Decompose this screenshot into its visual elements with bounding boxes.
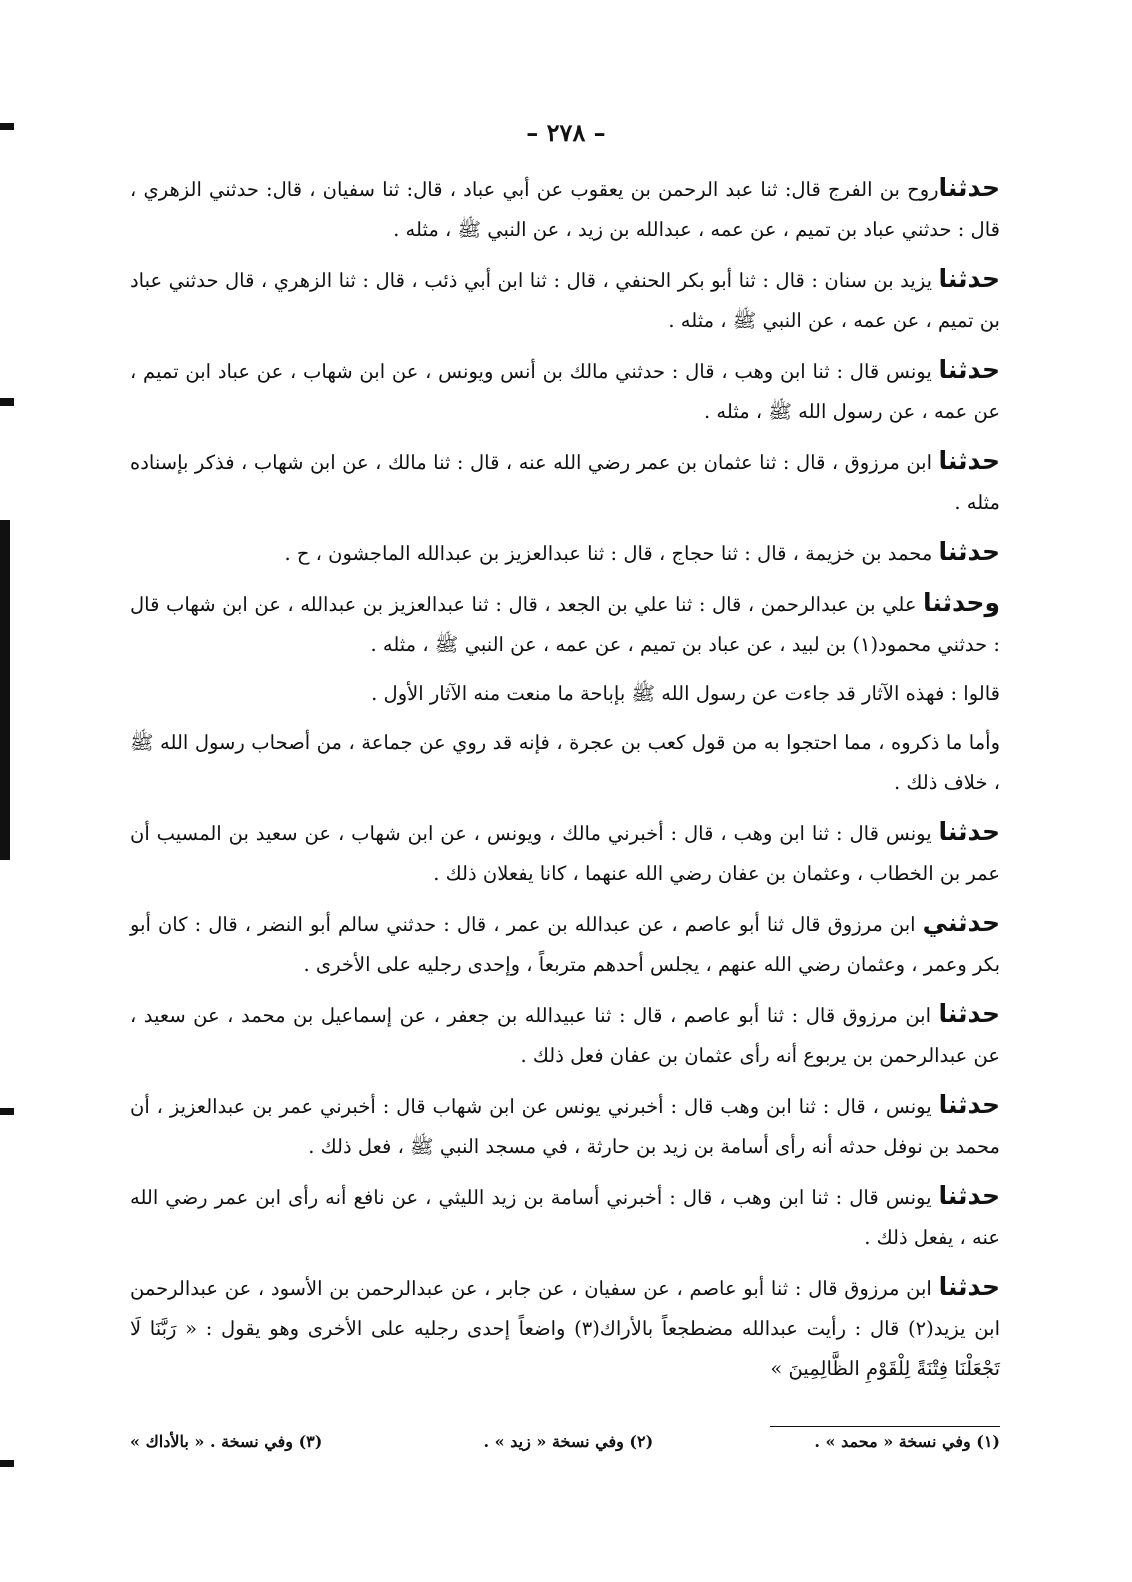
paragraph-text: قالوا : فهذه الآثار قد جاءت عن رسول الله ﷺ بإباحة ما منعت منه الآثار الأول . bbox=[371, 682, 1000, 705]
paragraph-text: يونس ، قال : ثنا ابن وهب قال : أخبرني يونس عن ابن شهاب قال : أخبرني عمر بن عبدالعزيز ، أن محمد بن نوفل حدثه أنه رأى أسامة بن زيد بن حارثة ، في مسجد النبي ﷺ ، فعل ذلك . bbox=[130, 1095, 1000, 1158]
hadith-paragraph bbox=[130, 168, 1000, 250]
narration-lead: حدثنا bbox=[938, 1090, 1001, 1119]
commentary-paragraph bbox=[130, 723, 1000, 803]
narration-lead: حدثنا bbox=[938, 1272, 1001, 1301]
hadith-paragraph bbox=[130, 994, 1000, 1076]
narration-lead: حدثنا bbox=[938, 537, 1000, 566]
paragraph-text: يونس قال : ثنا ابن وهب ، قال : حدثني مالك بن أنس ويونس ، عن ابن شهاب ، عن عباد ابن تميم ، عن عمه ، عن رسول الله ﷺ ، مثله . bbox=[130, 360, 1000, 423]
hadith-paragraph bbox=[130, 350, 1000, 432]
page-body bbox=[130, 168, 1000, 1398]
paragraph-text: ابن مرزوق قال : ثنا أبو عاصم ، قال : ثنا عبيدالله بن جعفر ، عن إسماعيل بن محمد ، عن سعيد ، عن عبدالرحمن بن يربوع أنه رأى عثمان بن عفان فعل ذلك . bbox=[130, 1004, 1000, 1067]
paragraph-text: يونس قال : ثنا ابن وهب ، قال : أخبرني مالك ، ويونس ، عن ابن شهاب ، عن سعيد بن المسيب أن عمر بن الخطاب ، وعثمان بن عفان رضي الله عنهما ، كانا يفعلان ذلك . bbox=[130, 822, 1000, 885]
scan-edge-mark bbox=[0, 520, 10, 860]
narration-lead: حدثنا bbox=[938, 1181, 1000, 1210]
footnote-divider bbox=[770, 1426, 1000, 1427]
narration-lead: حدثنا bbox=[938, 173, 1000, 202]
scan-edge-mark bbox=[0, 1460, 14, 1467]
narration-lead: حدثنا bbox=[938, 264, 1000, 293]
footnote-2: (٢) وفي نسخة « زيد » . bbox=[483, 1432, 654, 1451]
hadith-paragraph bbox=[130, 1085, 1000, 1167]
paragraph-text: يزيد بن سنان : قال : ثنا أبو بكر الحنفي ، قال : ثنا ابن أبي ذئب ، قال : ثنا الزهري ، قال حدثني عباد بن تميم ، عن عمه ، عن النبي ﷺ ، مثله . bbox=[130, 269, 1000, 332]
hadith-paragraph bbox=[130, 259, 1000, 341]
footnote-3: (٣) وفي نسخة . « بالأداك » bbox=[130, 1432, 323, 1451]
paragraph-text: يونس قال : ثنا ابن وهب ، قال : أخبرني أسامة بن زيد الليثي ، عن نافع أنه رأى ابن عمر رضي الله عنه ، يفعل ذلك . bbox=[130, 1186, 1000, 1249]
hadith-paragraph bbox=[130, 441, 1000, 523]
hadith-paragraph bbox=[130, 1267, 1000, 1389]
narration-lead: وحدثنا bbox=[923, 588, 1000, 617]
hadith-paragraph bbox=[130, 532, 1000, 574]
narration-lead: حدثنا bbox=[938, 817, 1000, 846]
commentary-paragraph bbox=[130, 674, 1000, 714]
paragraph-text: ابن مرزوق قال : ثنا أبو عاصم ، عن سفيان ، عن جابر ، عن عبدالرحمن بن الأسود ، عن عبدالرحمن ابن يزيد(٢) قال : رأيت عبدالله مضطجعاً بالأراك(٣) واضعاً إحدى رجليه على الأخرى وهو يقول : « رَبَّنَا لَا تَجْعَلْنَا فِتْنَةً لِلْقَوْمِ الظَّالِمِينَ » bbox=[130, 1277, 1000, 1380]
hadith-paragraph bbox=[130, 903, 1000, 985]
hadith-paragraph bbox=[130, 1176, 1000, 1258]
hadith-paragraph bbox=[130, 812, 1000, 894]
hadith-paragraph bbox=[130, 583, 1000, 665]
narration-lead: حدثنا bbox=[938, 446, 1000, 475]
narration-lead: حدثنا bbox=[938, 355, 1000, 384]
paragraph-text: ابن مرزوق ، قال : ثنا عثمان بن عمر رضي الله عنه ، قال : ثنا مالك ، عن ابن شهاب ، فذكر بإسناده مثله . bbox=[130, 451, 1000, 514]
page-number: – ٢٧٨ – bbox=[526, 118, 606, 147]
paragraph-text: محمد بن خزيمة ، قال : ثنا حجاج ، قال : ثنا عبدالعزيز بن عبدالله الماجشون ، ح . bbox=[284, 542, 933, 565]
paragraph-text: ابن مرزوق قال ثنا أبو عاصم ، عن عبدالله بن عمر ، قال : حدثني سالم أبو النضر ، قال : كان أبو بكر وعمر ، وعثمان رضي الله عنهم ، يجلس أحدهم متربعاً ، وإحدى رجليه على الأخرى . bbox=[130, 913, 1000, 976]
footnotes bbox=[130, 1432, 1000, 1451]
narration-lead: حدثني bbox=[922, 908, 1000, 937]
scan-edge-mark bbox=[0, 1108, 14, 1115]
narration-lead: حدثنا bbox=[938, 999, 1000, 1028]
paragraph-text: وأما ما ذكروه ، مما احتجوا به من قول كعب بن عجرة ، فإنه قد روي عن جماعة ، من أصحاب رسول الله ﷺ ، خلاف ذلك . bbox=[130, 731, 1000, 794]
paragraph-text: علي بن عبدالرحمن ، قال : ثنا علي بن الجعد ، قال : ثنا عبدالعزيز بن عبدالله ، عن ابن شهاب قال : حدثني محمود(١) بن لبيد ، عن عباد بن تميم ، عن عمه ، عن النبي ﷺ ، مثله . bbox=[130, 593, 1000, 656]
paragraph-text: روح بن الفرج قال: ثنا عبد الرحمن بن يعقوب عن أبي عباد ، قال: ثنا سفيان ، قال: حدثني الزهري ، قال : حدثني عباد بن تميم ، عن عمه ، عبدالله بن زيد ، عن النبي ﷺ ، مثله . bbox=[130, 178, 1000, 241]
scan-edge-mark bbox=[0, 398, 14, 406]
footnote-1: (١) وفي نسخة « محمد » . bbox=[814, 1432, 1000, 1451]
